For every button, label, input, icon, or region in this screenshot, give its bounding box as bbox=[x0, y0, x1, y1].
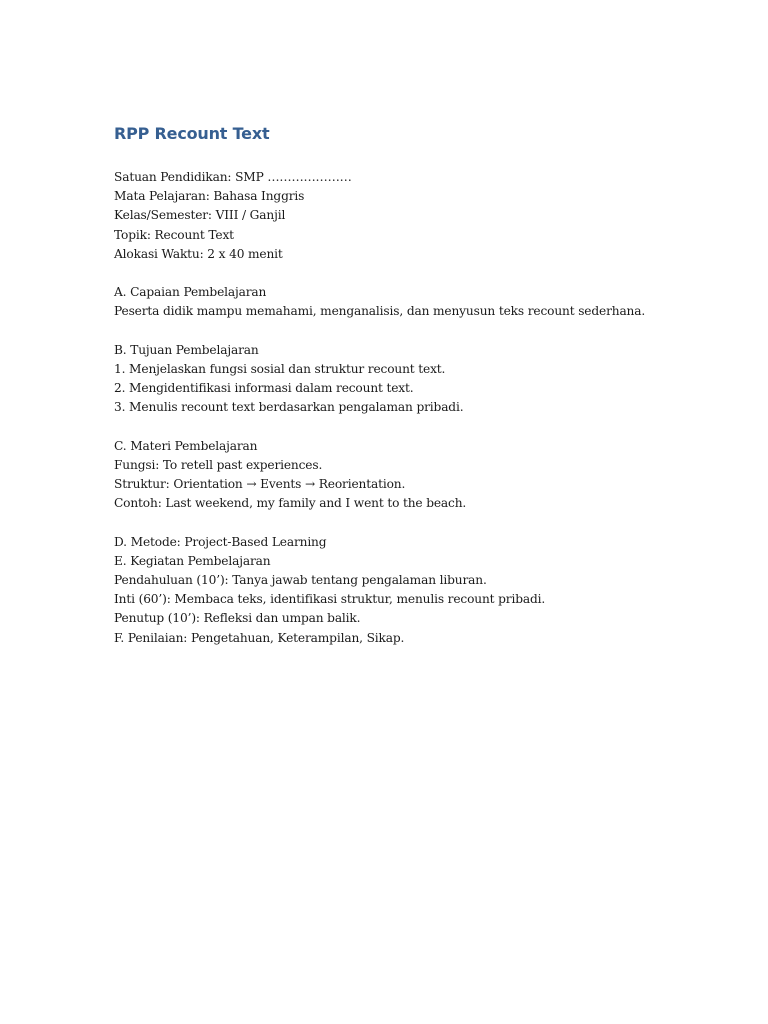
section-b-item: 1. Menjelaskan fungsi sosial dan struktur recount text. bbox=[114, 361, 446, 376]
section-c-contoh: Contoh: Last weekend, my family and I went to the beach. bbox=[114, 496, 467, 511]
paragraph-gap bbox=[114, 322, 734, 341]
paragraph-gap bbox=[114, 513, 734, 532]
section-c-fungsi: Fungsi: To retell past experiences. bbox=[114, 457, 323, 472]
section-e-penutup: Penutup (10’): Refleksi dan umpan balik. bbox=[114, 611, 361, 626]
document-title: RPP Recount Text bbox=[114, 124, 270, 143]
section-b-item: 3. Menulis recount text berdasarkan pengalaman pribadi. bbox=[114, 400, 464, 415]
section-a-text: Peserta didik mampu memahami, menganalisis, dan menyusun teks recount sederhana. bbox=[114, 304, 646, 319]
paragraph-gap bbox=[114, 264, 734, 283]
section-a-heading: A. Capaian Pembelajaran bbox=[114, 285, 267, 300]
identity-kelas: Kelas/Semester: VIII / Ganjil bbox=[114, 208, 286, 223]
identity-mapel: Mata Pelajaran: Bahasa Inggris bbox=[114, 189, 305, 204]
section-f-penilaian: F. Penilaian: Pengetahuan, Keterampilan, Sikap. bbox=[114, 630, 405, 645]
section-e-heading: E. Kegiatan Pembelajaran bbox=[114, 553, 271, 568]
section-c-heading: C. Materi Pembelajaran bbox=[114, 438, 258, 453]
section-b-item: 2. Mengidentifikasi informasi dalam recount text. bbox=[114, 381, 414, 396]
section-c-struktur: Struktur: Orientation → Events → Reorientation. bbox=[114, 477, 406, 491]
identity-topik: Topik: Recount Text bbox=[114, 227, 234, 242]
section-b-heading: B. Tujuan Pembelajaran bbox=[114, 342, 259, 357]
identity-satuan: Satuan Pendidikan: SMP ………………… bbox=[114, 170, 352, 184]
document-body bbox=[114, 168, 734, 648]
section-e-inti: Inti (60’): Membaca teks, identifikasi struktur, menulis recount pribadi. bbox=[114, 592, 546, 607]
section-e-pendahuluan: Pendahuluan (10’): Tanya jawab tentang pengalaman liburan. bbox=[114, 572, 487, 587]
section-d-metode: D. Metode: Project-Based Learning bbox=[114, 534, 327, 549]
paragraph-gap bbox=[114, 417, 734, 436]
identity-alokasi: Alokasi Waktu: 2 x 40 menit bbox=[114, 246, 283, 261]
